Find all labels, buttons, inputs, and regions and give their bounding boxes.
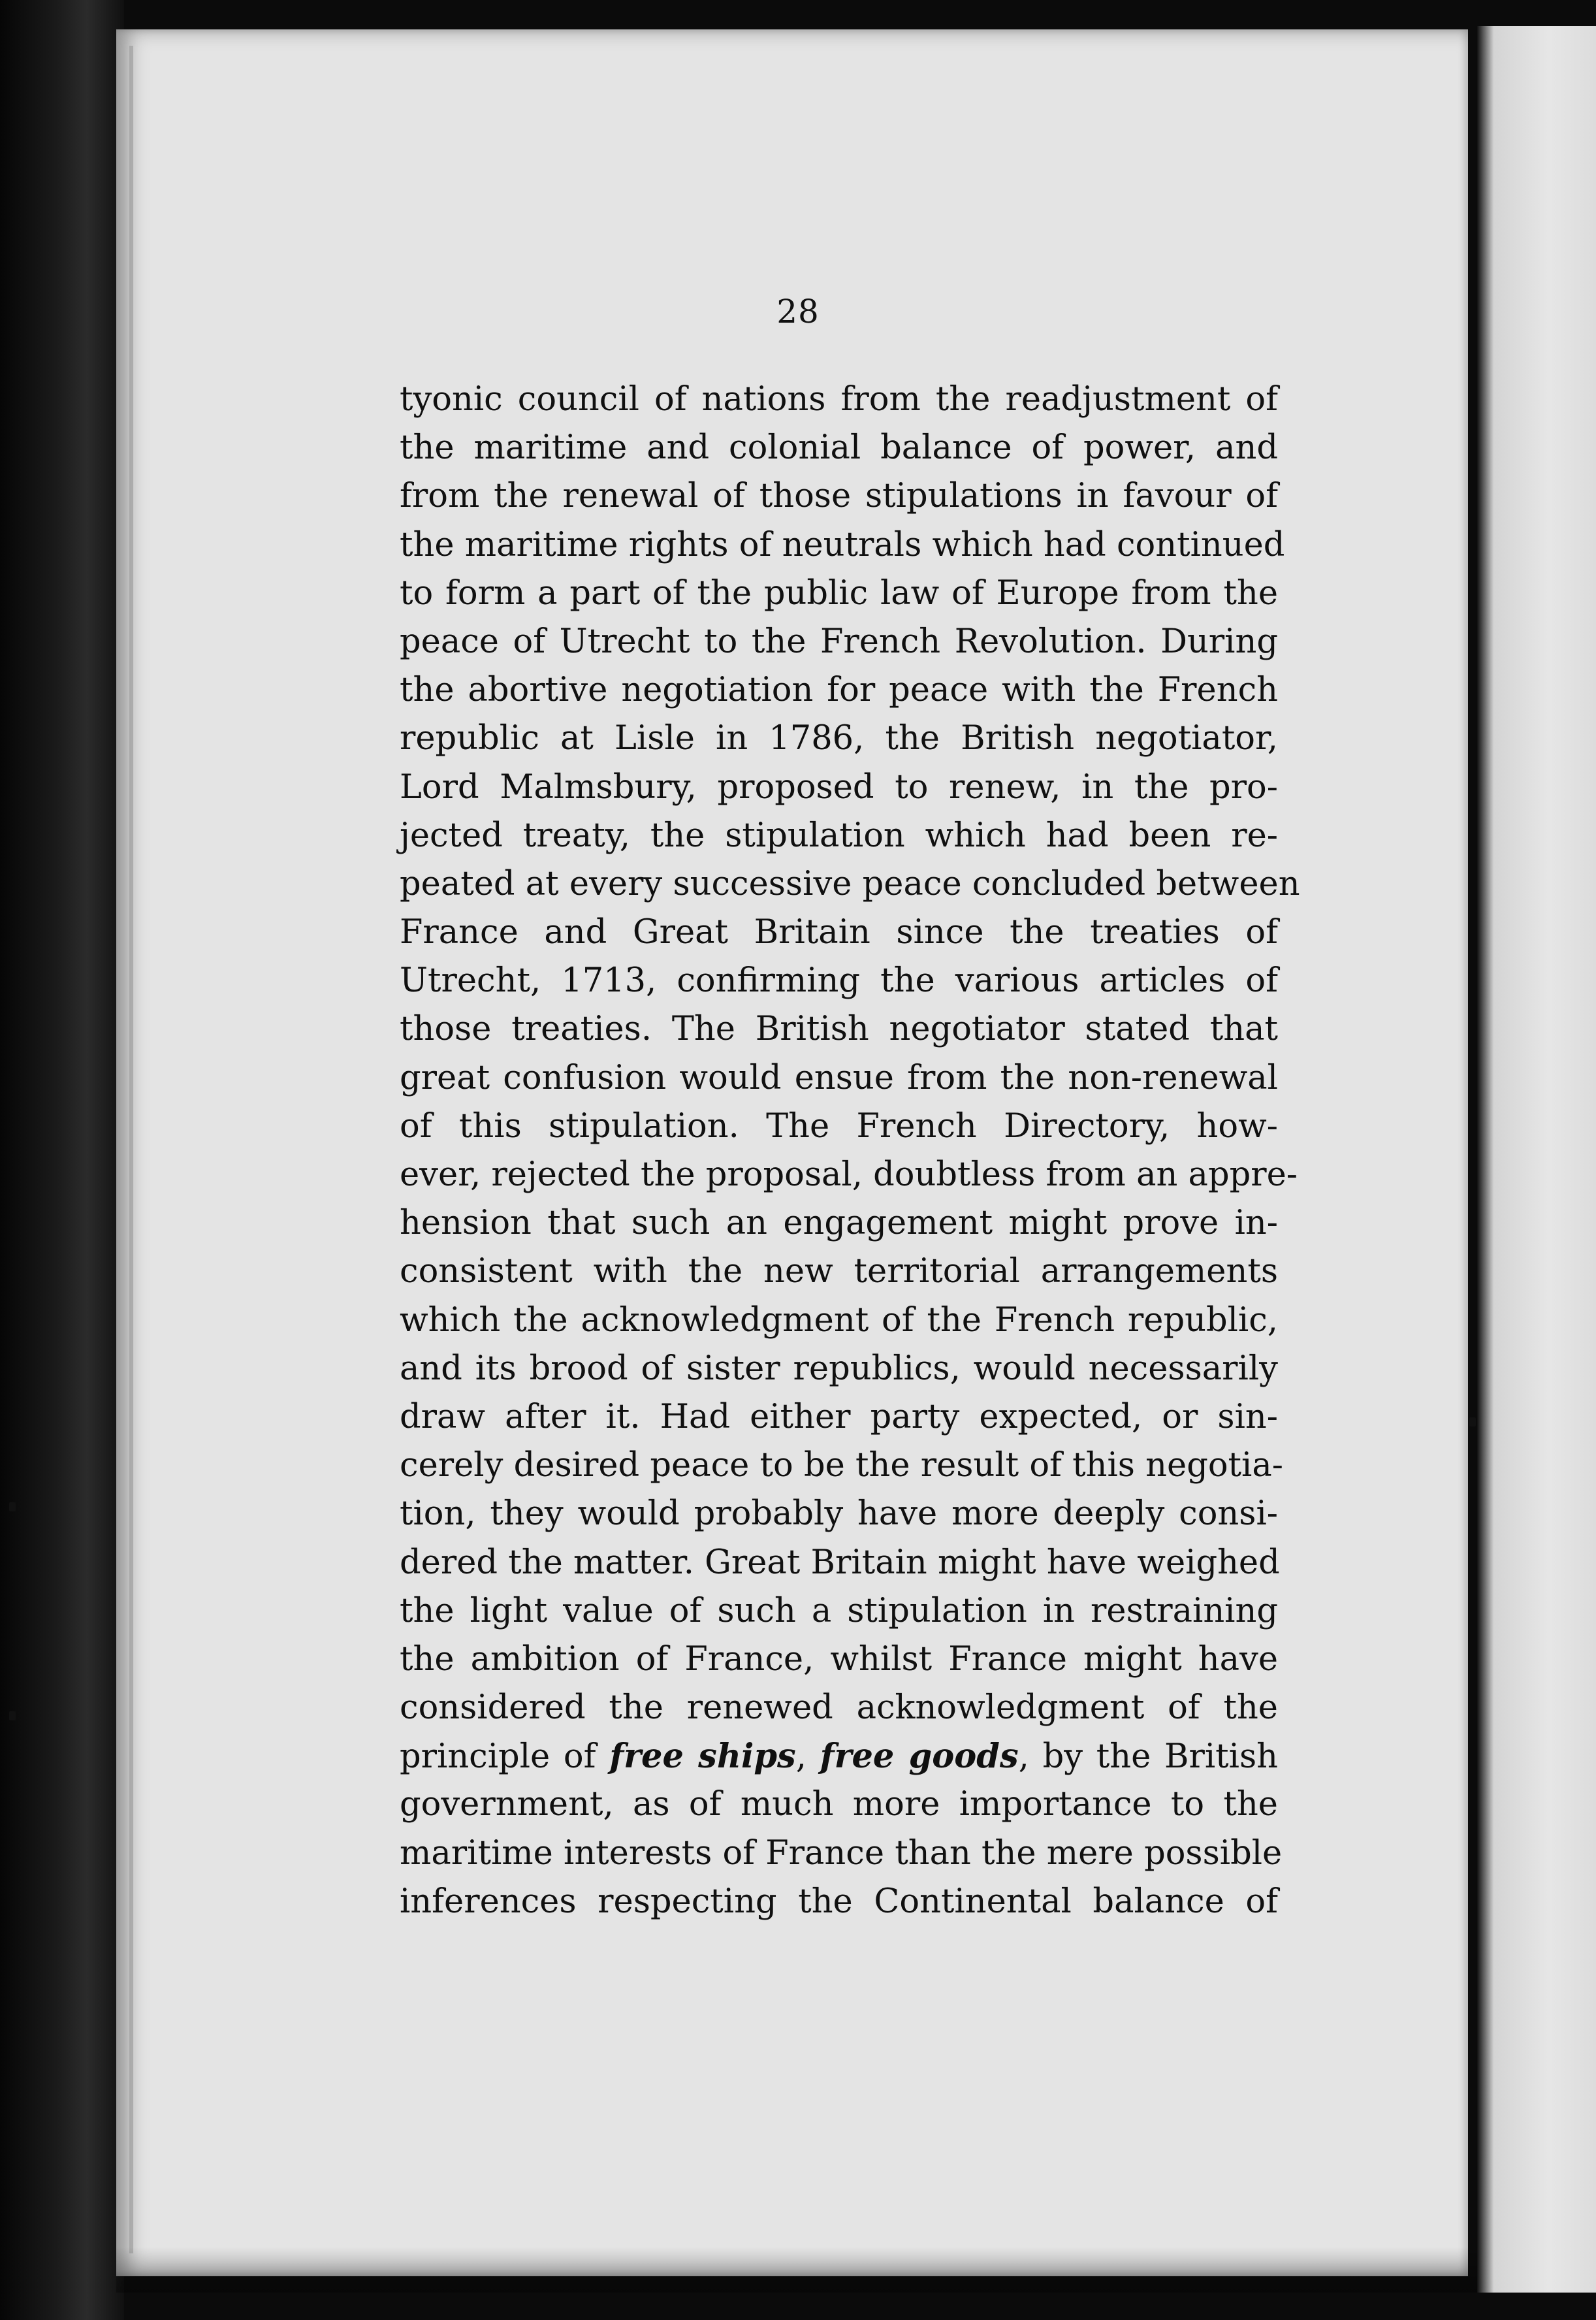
text-line-with-italics <box>400 1732 1278 1780</box>
page-fold-line <box>129 46 133 2253</box>
scan-speck <box>9 1502 16 1511</box>
text-line: draw after it. Had either party expected, or sin- <box>400 1397 1278 1436</box>
italic-phrase: free ships <box>609 1737 796 1777</box>
scan-speck <box>1469 1417 1476 1426</box>
text-segment: , by the British <box>1018 1737 1278 1777</box>
text-line: ever, rejected the proposal, doubtless from an appre- <box>400 1155 1298 1194</box>
text-line: the ambition of France, whilst France might have <box>400 1639 1278 1679</box>
text-line: peace of Utrecht to the French Revolution. During <box>400 622 1278 661</box>
scan-speck <box>9 1711 16 1720</box>
text-line: great confusion would ensue from the non-renewal <box>400 1058 1278 1097</box>
text-line: maritime interests of France than the mere possible <box>400 1833 1283 1873</box>
text-line: jected treaty, the stipulation which had been re- <box>400 816 1278 855</box>
text-line: tion, they would probably have more deeply consi- <box>400 1494 1278 1534</box>
text-line: hension that such an engagement might prove in- <box>400 1204 1278 1243</box>
text-line: to form a part of the public law of Europe from the <box>400 573 1278 613</box>
text-line: the maritime rights of neutrals which had continued <box>400 525 1285 564</box>
text-line: the abortive negotiation for peace with the French <box>400 671 1278 710</box>
text-segment: principle of <box>400 1737 610 1777</box>
text-line: government, as of much more importance to the <box>400 1785 1278 1824</box>
text-line: the maritime and colonial balance of power, and <box>400 428 1278 468</box>
text-line: peated at every successive peace concluded between <box>400 864 1300 903</box>
text-line: tyonic council of nations from the readjustment of <box>400 380 1278 419</box>
text-line: which the acknowledgment of the French republic, <box>400 1300 1278 1340</box>
text-line: those treaties. The British negotiator stated that <box>400 1010 1278 1049</box>
page-number: 28 <box>776 293 820 330</box>
text-line: cerely desired peace to be the result of this negotia- <box>400 1446 1283 1485</box>
text-segment: , <box>795 1737 820 1777</box>
binding-spine <box>0 0 124 2320</box>
text-line: republic at Lisle in 1786, the British negotiator, <box>400 719 1278 758</box>
text-line: of this stipulation. The French Directory, how- <box>400 1106 1278 1146</box>
text-line: Lord Malmsbury, proposed to renew, in the pro- <box>400 767 1278 807</box>
text-line: France and Great Britain since the treaties of <box>400 913 1278 952</box>
page-bottom-shadow <box>116 2247 1477 2293</box>
text-line: dered the matter. Great Britain might have weighed <box>400 1543 1280 1582</box>
text-line: consistent with the new territorial arrangements <box>400 1252 1278 1291</box>
text-line: and its brood of sister republics, would necessarily <box>400 1349 1278 1388</box>
next-page-edge <box>1477 26 1596 2293</box>
text-line: Utrecht, 1713, confirming the various articles of <box>400 961 1278 1001</box>
text-line: inferences respecting the Continental balance of <box>400 1882 1278 1921</box>
text-line: considered the renewed acknowledgment of the <box>400 1688 1278 1728</box>
body-text <box>400 376 1300 1926</box>
text-line: from the renewal of those stipulations in favour of <box>400 477 1278 516</box>
italic-phrase: free goods <box>820 1737 1019 1777</box>
text-line: the light value of such a stipulation in restraining <box>400 1591 1278 1630</box>
